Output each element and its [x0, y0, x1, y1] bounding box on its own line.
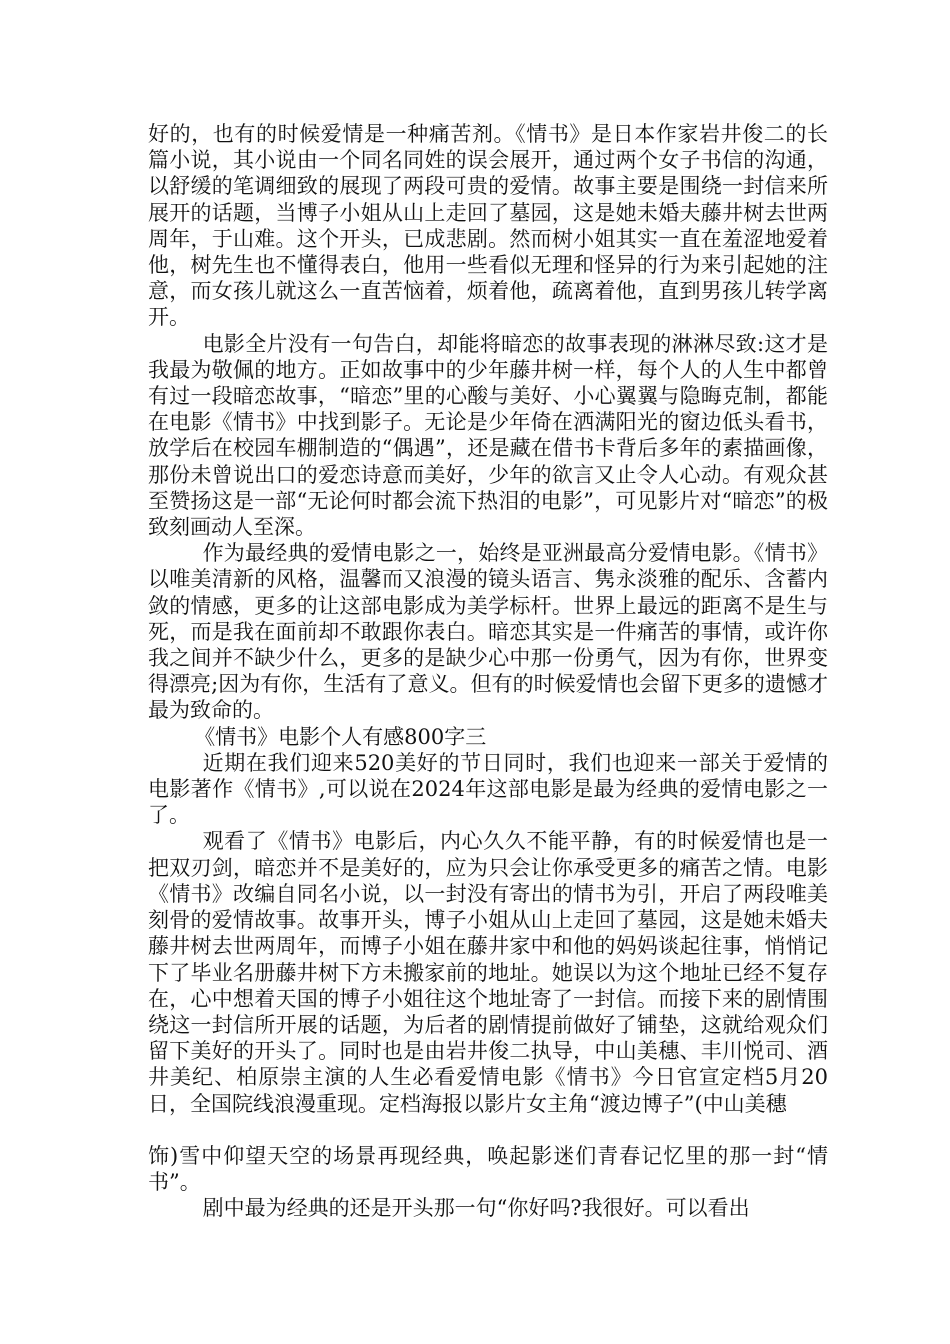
section-heading: 《情书》电影个人有感800字三: [194, 724, 487, 749]
document-body: [148, 121, 828, 1221]
paragraph-gap: [148, 1117, 828, 1143]
paragraph-1: 好的，也有的时候爱情是一种痛苦剂。《情书》是日本作家岩井俊二的长篇小说，其小说由一个同名同姓的误会展开，通过两个女子书信的沟通，以舒缓的笔调细致的展现了两段可贵的爱情。故事主要是围绕一封信来所展开的话题，当博子小姐从山上走回了墓园，这是她未婚夫藤井树去世两周年，于山难。这个开头，已成悲剧。然而树小姐其实一直在羞涩地爱着他，树先生也不懂得表白，他用一些看似无理和怪异的行为来引起她的注意，而女孩儿就这么一直苦恼着，烦着他，疏离着他，直到男孩儿转学离开。: [148, 122, 828, 330]
paragraph-5: 观看了《情书》电影后，内心久久不能平静，有的时候爱情也是一把双刃剑，暗恋并不是美好的，应为只会让你承受更多的痛苦之情。电影《情书》改编自同名小说，以一封没有寄出的情书为引，开启了两段唯美刻骨的爱情故事。故事开头，博子小姐从山上走回了墓园，这是她未婚夫藤井树去世两周年，而博子小姐在藤井家中和他的妈妈谈起往事，悄悄记下了毕业名册藤井树下方未搬家前的地址。她误以为这个地址已经不复存在，心中想着天国的博子小姐往这个地址寄了一封信。而接下来的剧情围绕这一封信所开展的话题，为后者的剧情提前做好了铺垫，这就给观众们留下美好的开头了。同时也是由岩井俊二执导，中山美穗、丰川悦司、酒井美纪、柏原崇主演的人生必看爱情电影《情书》今日官宣定档5月20日，全国院线浪漫重现。定档海报以影片女主角“渡边博子”(中山美穗: [148, 829, 828, 1116]
paragraph-7: 剧中最为经典的还是开头那一句“你好吗?我很好。可以看出: [202, 1196, 750, 1221]
paragraph-4: 近期在我们迎来520美好的节日同时，我们也迎来一部关于爱情的电影著作《情书》,可以说在2024年这部电影是最为经典的爱情电影之一了。: [148, 750, 828, 828]
paragraph-3: 作为最经典的爱情电影之一，始终是亚洲最高分爱情电影。《情书》以唯美清新的风格，温馨而又浪漫的镜头语言、隽永淡雅的配乐、含蓄内敛的情感，更多的让这部电影成为美学标杆。世界上最远的距离不是生与死，而是我在面前却不敢跟你表白。暗恋其实是一件痛苦的事情，或许你我之间并不缺少什么，更多的是缺少心中那一份勇气，因为有你，世界变得漂亮;因为有你，生活有了意义。但有的时候爱情也会留下更多的遗憾才最为致命的。: [148, 541, 828, 723]
paragraph-2: 电影全片没有一句告白，却能将暗恋的故事表现的淋淋尽致:这才是我最为敬佩的地方。正如故事中的少年藤井树一样，每个人的人生中都曾有过一段暗恋故事，“暗恋”里的心酸与美好、小心翼翼与隐晦克制，都能在电影《情书》中找到影子。无论是少年倚在洒满阳光的窗边低头看书，放学后在校园车棚制造的“偶遇”，还是藏在借书卡背后多年的素描画像，那份未曾说出口的爱恋诗意而美好，少年的欲言又止令人心动。有观众甚至赞扬这是一部“无论何时都会流下热泪的电影”，可见影片对“暗恋”的极致刻画动人至深。: [148, 331, 828, 540]
paragraph-6: 饰)雪中仰望天空的场景再现经典，唤起影迷们青春记忆里的那一封“情书”。: [148, 1143, 828, 1194]
